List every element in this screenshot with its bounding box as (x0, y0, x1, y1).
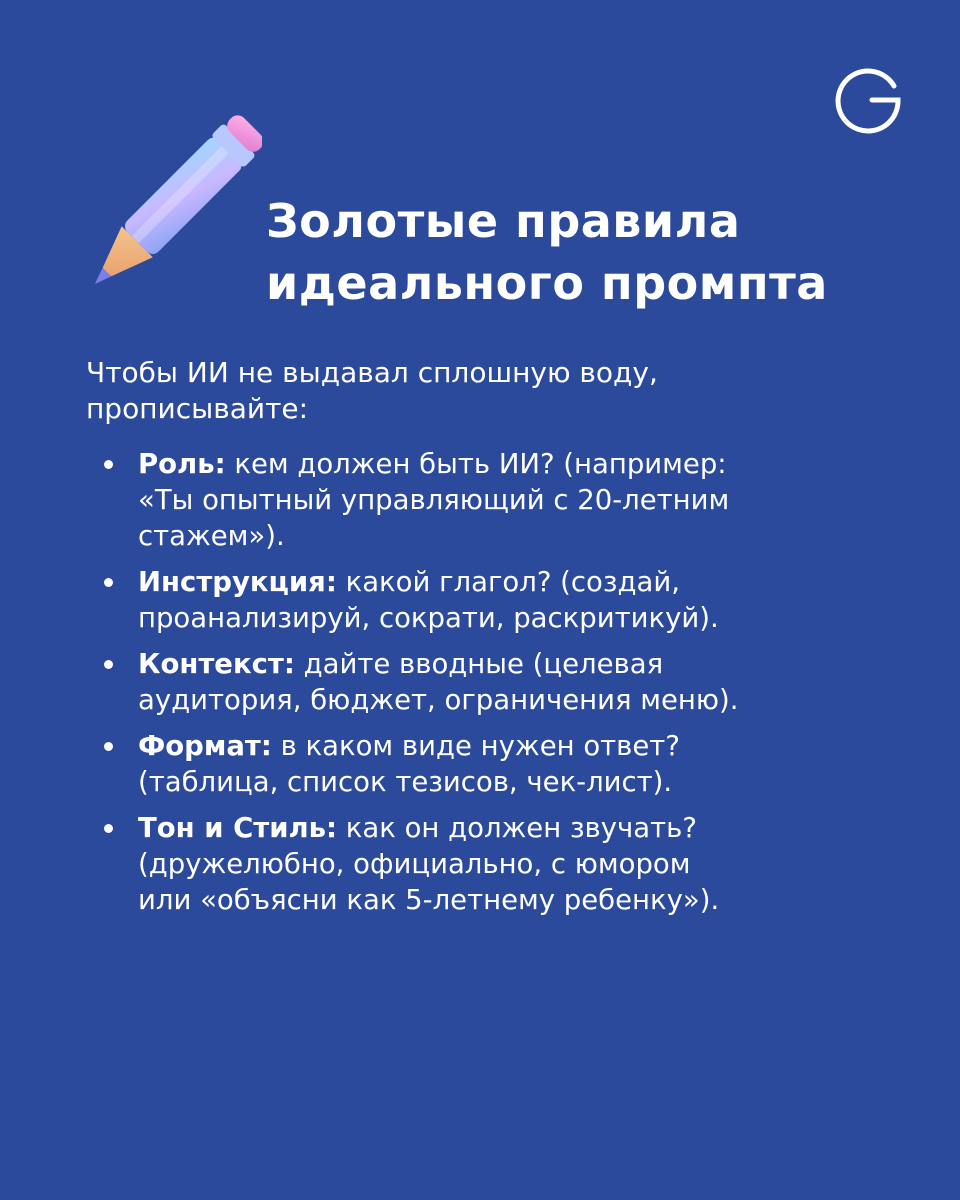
intro-line-1: Чтобы ИИ не выдавал сплошную воду, (86, 356, 658, 389)
rule-term: Формат: (138, 730, 272, 762)
intro-line-2: прописывайте: (86, 392, 309, 425)
title-line-2: идеального промпта (266, 256, 828, 310)
rule-role (100, 446, 920, 554)
rule-text: «Ты опытный управляющий с 20-летним (138, 484, 730, 516)
intro-text (86, 355, 906, 427)
rule-text: проанализируй, сократи, раскритикуй). (138, 602, 719, 634)
rule-text: стажем»). (138, 520, 285, 552)
bullet (104, 660, 113, 669)
rule-term: Инструкция: (138, 566, 337, 598)
rule-term: Контекст: (138, 648, 295, 680)
rule-text: аудитория, бюджет, ограничения меню). (138, 684, 739, 716)
rules-list (100, 446, 920, 928)
rule-term: Роль: (138, 448, 226, 480)
bullet (104, 460, 113, 469)
letter-g-logo-icon (832, 64, 904, 136)
pencil-icon (62, 112, 262, 322)
rule-instruction (100, 564, 920, 636)
rule-text: кем должен быть ИИ? (например: (234, 448, 727, 480)
rule-tone-style (100, 810, 920, 918)
bullet (104, 578, 113, 587)
rule-format (100, 728, 920, 800)
rule-text: в каком виде нужен ответ? (280, 730, 680, 762)
bullet (104, 742, 113, 751)
rule-text: как он должен звучать? (345, 812, 697, 844)
rule-term: Тон и Стиль: (138, 812, 337, 844)
title-line-1: Золотые правила (266, 194, 741, 248)
rule-text: или «объясни как 5-летнему ребенку»). (138, 884, 720, 916)
rule-text: какой глагол? (создай, (345, 566, 680, 598)
rule-text: (таблица, список тезисов, чек-лист). (138, 766, 673, 798)
rule-context (100, 646, 920, 718)
rule-text: (дружелюбно, официально, с юмором (138, 848, 691, 880)
bullet (104, 824, 113, 833)
page-title (266, 190, 946, 314)
rule-text: дайте вводные (целевая (303, 648, 664, 680)
